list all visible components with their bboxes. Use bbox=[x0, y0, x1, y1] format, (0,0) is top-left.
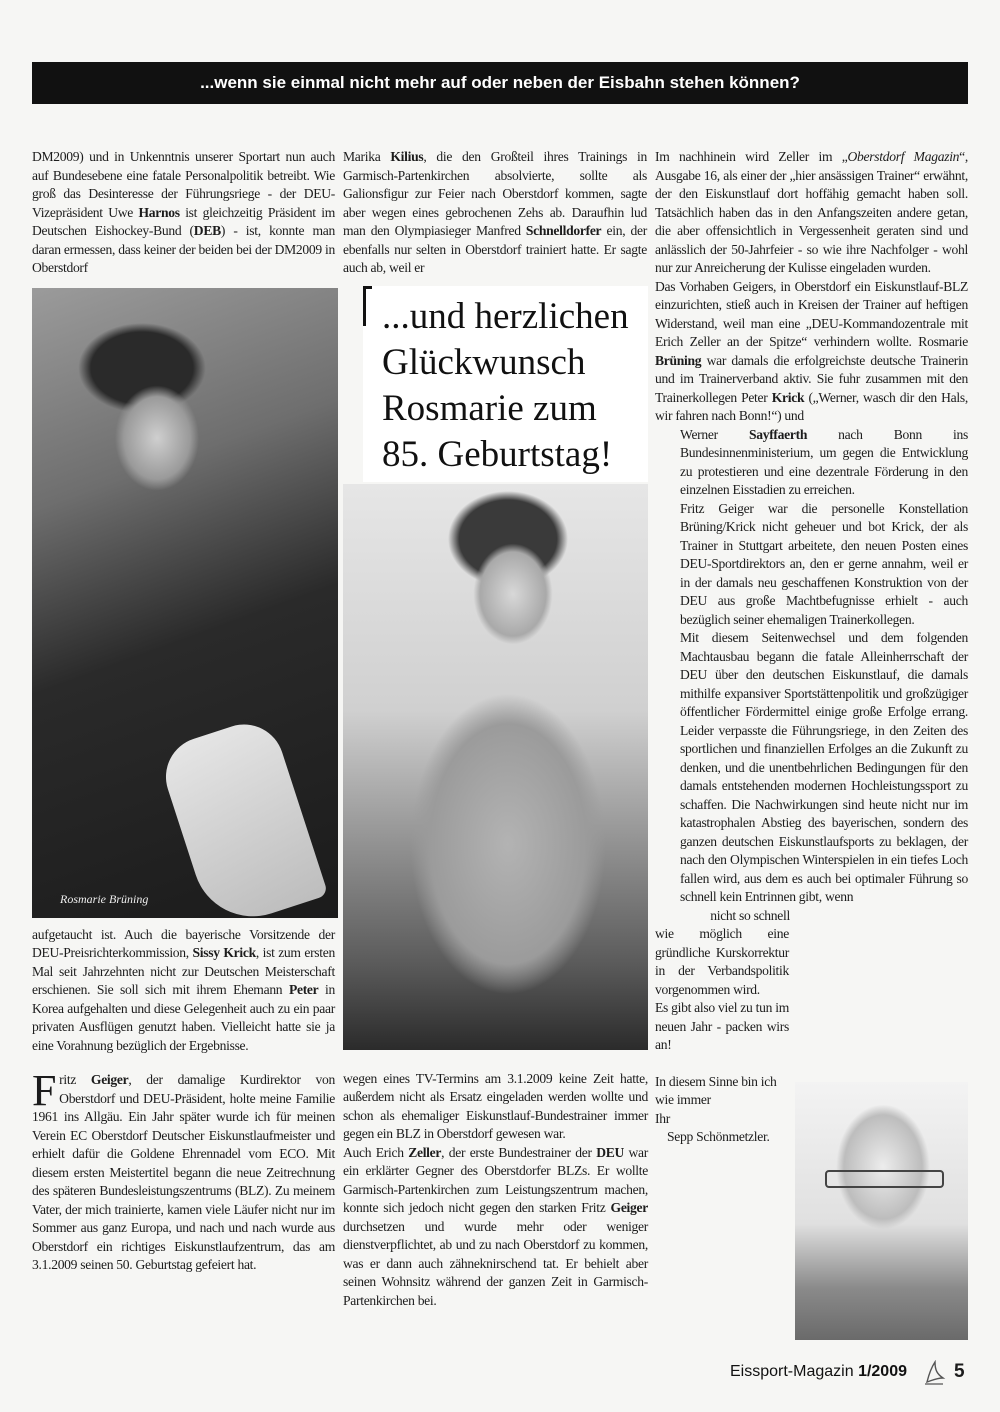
bold-name: Brüning bbox=[655, 352, 702, 368]
right-column-bridge: nicht so schnell bbox=[710, 907, 790, 923]
header-title: ...wenn sie einmal nicht mehr auf oder neben der Eisbahn stehen können? bbox=[200, 73, 800, 92]
issue-number: 1/2009 bbox=[858, 1363, 907, 1380]
glasses-shape bbox=[825, 1170, 944, 1188]
paragraph bbox=[343, 1070, 648, 1144]
text-run: in Korea aufgehalten und diese Gelegenheit auch zu ein paar privaten Ausflügen genutzt haben. Vielleicht hatte sie ja eine Vorahnung bezüglich der Ergebnisse. bbox=[32, 982, 335, 1053]
photo-sepp-schoenmetzler bbox=[795, 1082, 968, 1340]
right-column-bottom bbox=[655, 925, 789, 1055]
left-column-top bbox=[32, 148, 335, 278]
text-run: ) - ist, konnte man daran ermessen, dass keiner der beiden bei der DM2009 in Oberstdorf bbox=[32, 223, 336, 275]
paragraph bbox=[343, 148, 647, 278]
text-run: Marika bbox=[343, 149, 391, 164]
text-run: ritz bbox=[59, 1072, 91, 1087]
text-run: wie möglich eine gründliche Kurskorrektur in der Verbandspolitik vorgenommen wird. bbox=[655, 926, 789, 997]
text-run: war damals die erfolgreichste deutsche Trainerin und im Trainerverband aktiv. Sie fuhr zusammen mit den Trainerkollegen Peter bbox=[655, 352, 968, 405]
right-column-middle bbox=[680, 426, 968, 907]
paragraph bbox=[680, 629, 968, 907]
closing-line: Ihr bbox=[655, 1110, 670, 1126]
bold-name: Sayffaerth bbox=[748, 426, 808, 442]
text-run: war ein erklärter Gegner des Oberstdorfer BLZs. Er wollte Garmisch-Partenkirchen zum Leistungszentrum machen, konnte sich jedoch nicht gegen den starken Fritz bbox=[343, 1144, 648, 1215]
bold-name: Harnos bbox=[138, 204, 180, 220]
dropcap-paragraph bbox=[32, 1066, 336, 1272]
text-run: , der erste Bundestrainer der bbox=[441, 1144, 597, 1160]
bold-name: Kilius bbox=[390, 149, 424, 164]
headline-line: 85. Geburtstag! bbox=[382, 433, 613, 475]
middle-column-top bbox=[343, 148, 647, 278]
paragraph bbox=[680, 426, 968, 500]
text-run: , die den Großteil ihres Trainings in Garmisch-Partenkirchen absolvierte, sollte als Galionsfigur zur Feier nach Oberstdorf kommen, sagte aber wegen eines gebrochenen Zehs ab. Daraufhin lud man den Olympiasieger Manfred bbox=[343, 149, 647, 238]
paragraph bbox=[343, 1144, 648, 1311]
closing bbox=[655, 1073, 793, 1147]
text-run: , ist zum ersten Mal seit Jahrzehnten nicht zur Deutschen Meisterschaft erschienen. Sie soll sich mit ihrem Ehemann bbox=[32, 945, 335, 997]
text-run: “, Ausgabe 16, als einer der „hier ansässigen Trainer“ erwähnt, der den Eiskunstlauf dort hoffähig gemacht haben soll. Tatsächlich haben das in den Anfangszeiten andere getan, die aber offensichtlich in Vergessenheit geraten sind und anlässlich der 50-Jahrfeier - so wie ihre Nachfolger - wohl nur zur Anreicherung der Kulisse eingeladen wurden. bbox=[655, 149, 969, 275]
text-run: , der damalige Kurdirektor von Oberstdorf und DEU-Präsident, holte meine Familie 1961 ins Allgäu. Ein Jahr später wurde ich für meinen Verein EC Oberstdorf Deutscher Eiskunstlaufmeister und erhielt dafür die Goldene Ehrennadel vom ECO. Mit diesem ersten Meistertitel begann die neue Zeitrechnung des späteren Bundesleistungszentrums (BLZ). Zu meinem Vater, der mich trainierte, kamen viele Läufer nicht nur im Sommer aus ganz Europa, und nach und nach wurde aus Oberstdorf ein richtiges Eiskunstlaufzentrum, das am 3.1.2009 seinen 50. Geburtstag gefeiert hat. bbox=[32, 1072, 336, 1272]
skate-image bbox=[156, 714, 329, 918]
paragraph bbox=[32, 148, 335, 278]
footer bbox=[730, 1363, 907, 1381]
headline-line: ...und herzlichen bbox=[382, 295, 629, 337]
skater-wing-icon bbox=[923, 1360, 947, 1386]
bold-name: Peter bbox=[288, 982, 319, 997]
paragraph bbox=[655, 925, 789, 999]
photo-caption: Rosmarie Brüning bbox=[60, 891, 149, 906]
right-column bbox=[655, 148, 968, 1147]
middle-column-bottom bbox=[343, 1070, 648, 1311]
text-run: Auch Erich bbox=[343, 1144, 409, 1160]
headline-rule bbox=[363, 286, 366, 326]
text-run: DM2009) und in Unkenntnis unserer Sportart nun auch auf Bundesebene eine fatale Personalpolitik betreibt. Wie groß das Desinteresse der Führungsriege - der DEU-Vizepräsident Uwe bbox=[32, 149, 335, 220]
text-run: Es gibt also viel zu tun im neuen Jahr - packen wirs an! bbox=[655, 1000, 789, 1052]
closing-line: wie immer bbox=[655, 1092, 711, 1107]
left-column bbox=[32, 148, 338, 1275]
footer-area bbox=[730, 1361, 970, 1389]
text-run: Mit diesem Seitenwechsel und dem folgenden Machtausbau begann die fatale Alleinherrschaft der DEU über den deutschen Eiskunstlauf, die damals mithilfe expansiver Sportstättenpolitik und großzügiger öffentlicher Fördermittel einige große Erfolge errang. Leider verpasste die Führungsriege, in den Zeiten des sportlichen und finanziellen Erfolges an die Zukunft zu denken, und die unentbehrlichen Bedingungen für den damals entstehenden modernen Hochleistungssport zu schaffen. Die Nachwirkungen sind heute nicht nur im katastrophalen Abstieg des bayerischen, sondern des ganzen deutschen Eiskunstlaufsports zu beklagen, der nach den Olympischen Winterspielen in ein tiefes Loch fallen wird, aus dem es auch bei optimaler Führung so schnell kein Entrinnen gibt, wenn bbox=[680, 630, 968, 904]
text-run: Fritz Geiger war die personelle Konstellation Brüning/Krick nicht geheuer und bot Krick, der als Trainer in Stuttgart arbeitete, den neuen Posten eines DEU-Sportdirektors an, den er gerne annahm, weil er in der damals neu geschaffenen Konstruktion von der DEU aus große Machtbefugnisse erhielt - auch bezüglich seiner ehemaligen Trainerkollegen. bbox=[680, 500, 968, 627]
photo-rosmarie-bruening-portrait bbox=[343, 484, 648, 1050]
italic-title: Oberstdorf Magazin bbox=[847, 149, 960, 164]
signature: Sepp Schönmetzler. bbox=[667, 1129, 770, 1144]
text-run: nach Bonn ins Bundesinnenministerium, um gegen die Entwicklung zu protestieren und eine dezentrale Förderung in den einzelnen Eisstadien zu erreichen. bbox=[680, 426, 968, 497]
paragraph bbox=[655, 999, 789, 1055]
bold-name: DEB bbox=[193, 223, 221, 238]
text-run: Werner bbox=[680, 426, 749, 442]
paragraph bbox=[32, 926, 335, 1056]
bold-name: Krick bbox=[771, 389, 805, 405]
magazine-name: Eissport-Magazin bbox=[730, 1363, 854, 1380]
headline-line: Glückwunsch bbox=[382, 341, 586, 383]
text-run: durchsetzen und wurde mehr oder weniger dienstverpflichtet, ab und zu nach Oberstdorf zu kommen, was er dann auch zähneknirschend tat. Er behielt aber seinen Wohnsitz während der ganzen Zeit in Garmisch-Partenkirchen bei. bbox=[343, 1218, 648, 1308]
bold-name: Schnelldorfer bbox=[525, 223, 602, 238]
paragraph bbox=[680, 500, 968, 630]
text-run: Im nachhinein wird Zeller im „ bbox=[655, 149, 848, 164]
paragraph bbox=[655, 148, 968, 278]
text-run: ein, der ebenfalls nur selten in Oberstdorf trainiert hatte. Er sagte auch ab, weil er bbox=[343, 223, 647, 275]
page-number: 5 bbox=[954, 1361, 965, 1382]
left-column-middle bbox=[32, 926, 335, 1056]
bold-name: Zeller bbox=[408, 1144, 442, 1160]
bold-name: Geiger bbox=[90, 1072, 129, 1087]
drop-cap: F bbox=[32, 1066, 57, 1115]
text-run: aufgetaucht ist. Auch die bayerische Vorsitzende der DEU-Preisrichterkommission, bbox=[32, 926, 335, 960]
text-run: („Werner, wasch dir den Hals, wir fahren nach Bonn!“) und bbox=[655, 389, 968, 423]
right-column-top bbox=[655, 148, 968, 426]
paragraph bbox=[655, 278, 968, 426]
bold-name: Sissy Krick bbox=[192, 945, 256, 960]
text-run: Das Vorhaben Geigers, in Oberstdorf ein Eiskunstlauf-BLZ einzurichten, stieß auch in Kreisen der Trainer auf heftigen Widerstand, weil man eine „DEU-Kommandozentrale mit Erich Zeller an der Spitze“ verhindern wollte. Rosmarie bbox=[655, 278, 968, 349]
closing-line: In diesem Sinne bin ich bbox=[655, 1073, 777, 1089]
header-bar bbox=[32, 62, 968, 104]
text-run: wegen eines TV-Termins am 3.1.2009 keine Zeit hatte, außerdem nicht als Ersatz eingeladen werden wollte und schon als ehemaliger Eiskunstlauf-Bundestrainer immer gegen ein BLZ in Oberstdorf gewesen war. bbox=[343, 1070, 648, 1141]
photo-rosmarie-bruening-skate bbox=[32, 288, 338, 918]
birthday-headline bbox=[363, 286, 648, 482]
left-column-bottom bbox=[32, 1066, 336, 1275]
bold-name: Geiger bbox=[610, 1200, 648, 1215]
text-run: ist gleichzeitig Präsident im Deutschen Eishockey-Bund ( bbox=[32, 204, 335, 238]
headline-line: Rosmarie zum bbox=[382, 387, 597, 429]
bold-name: DEU bbox=[596, 1144, 624, 1160]
middle-column bbox=[343, 148, 648, 1310]
